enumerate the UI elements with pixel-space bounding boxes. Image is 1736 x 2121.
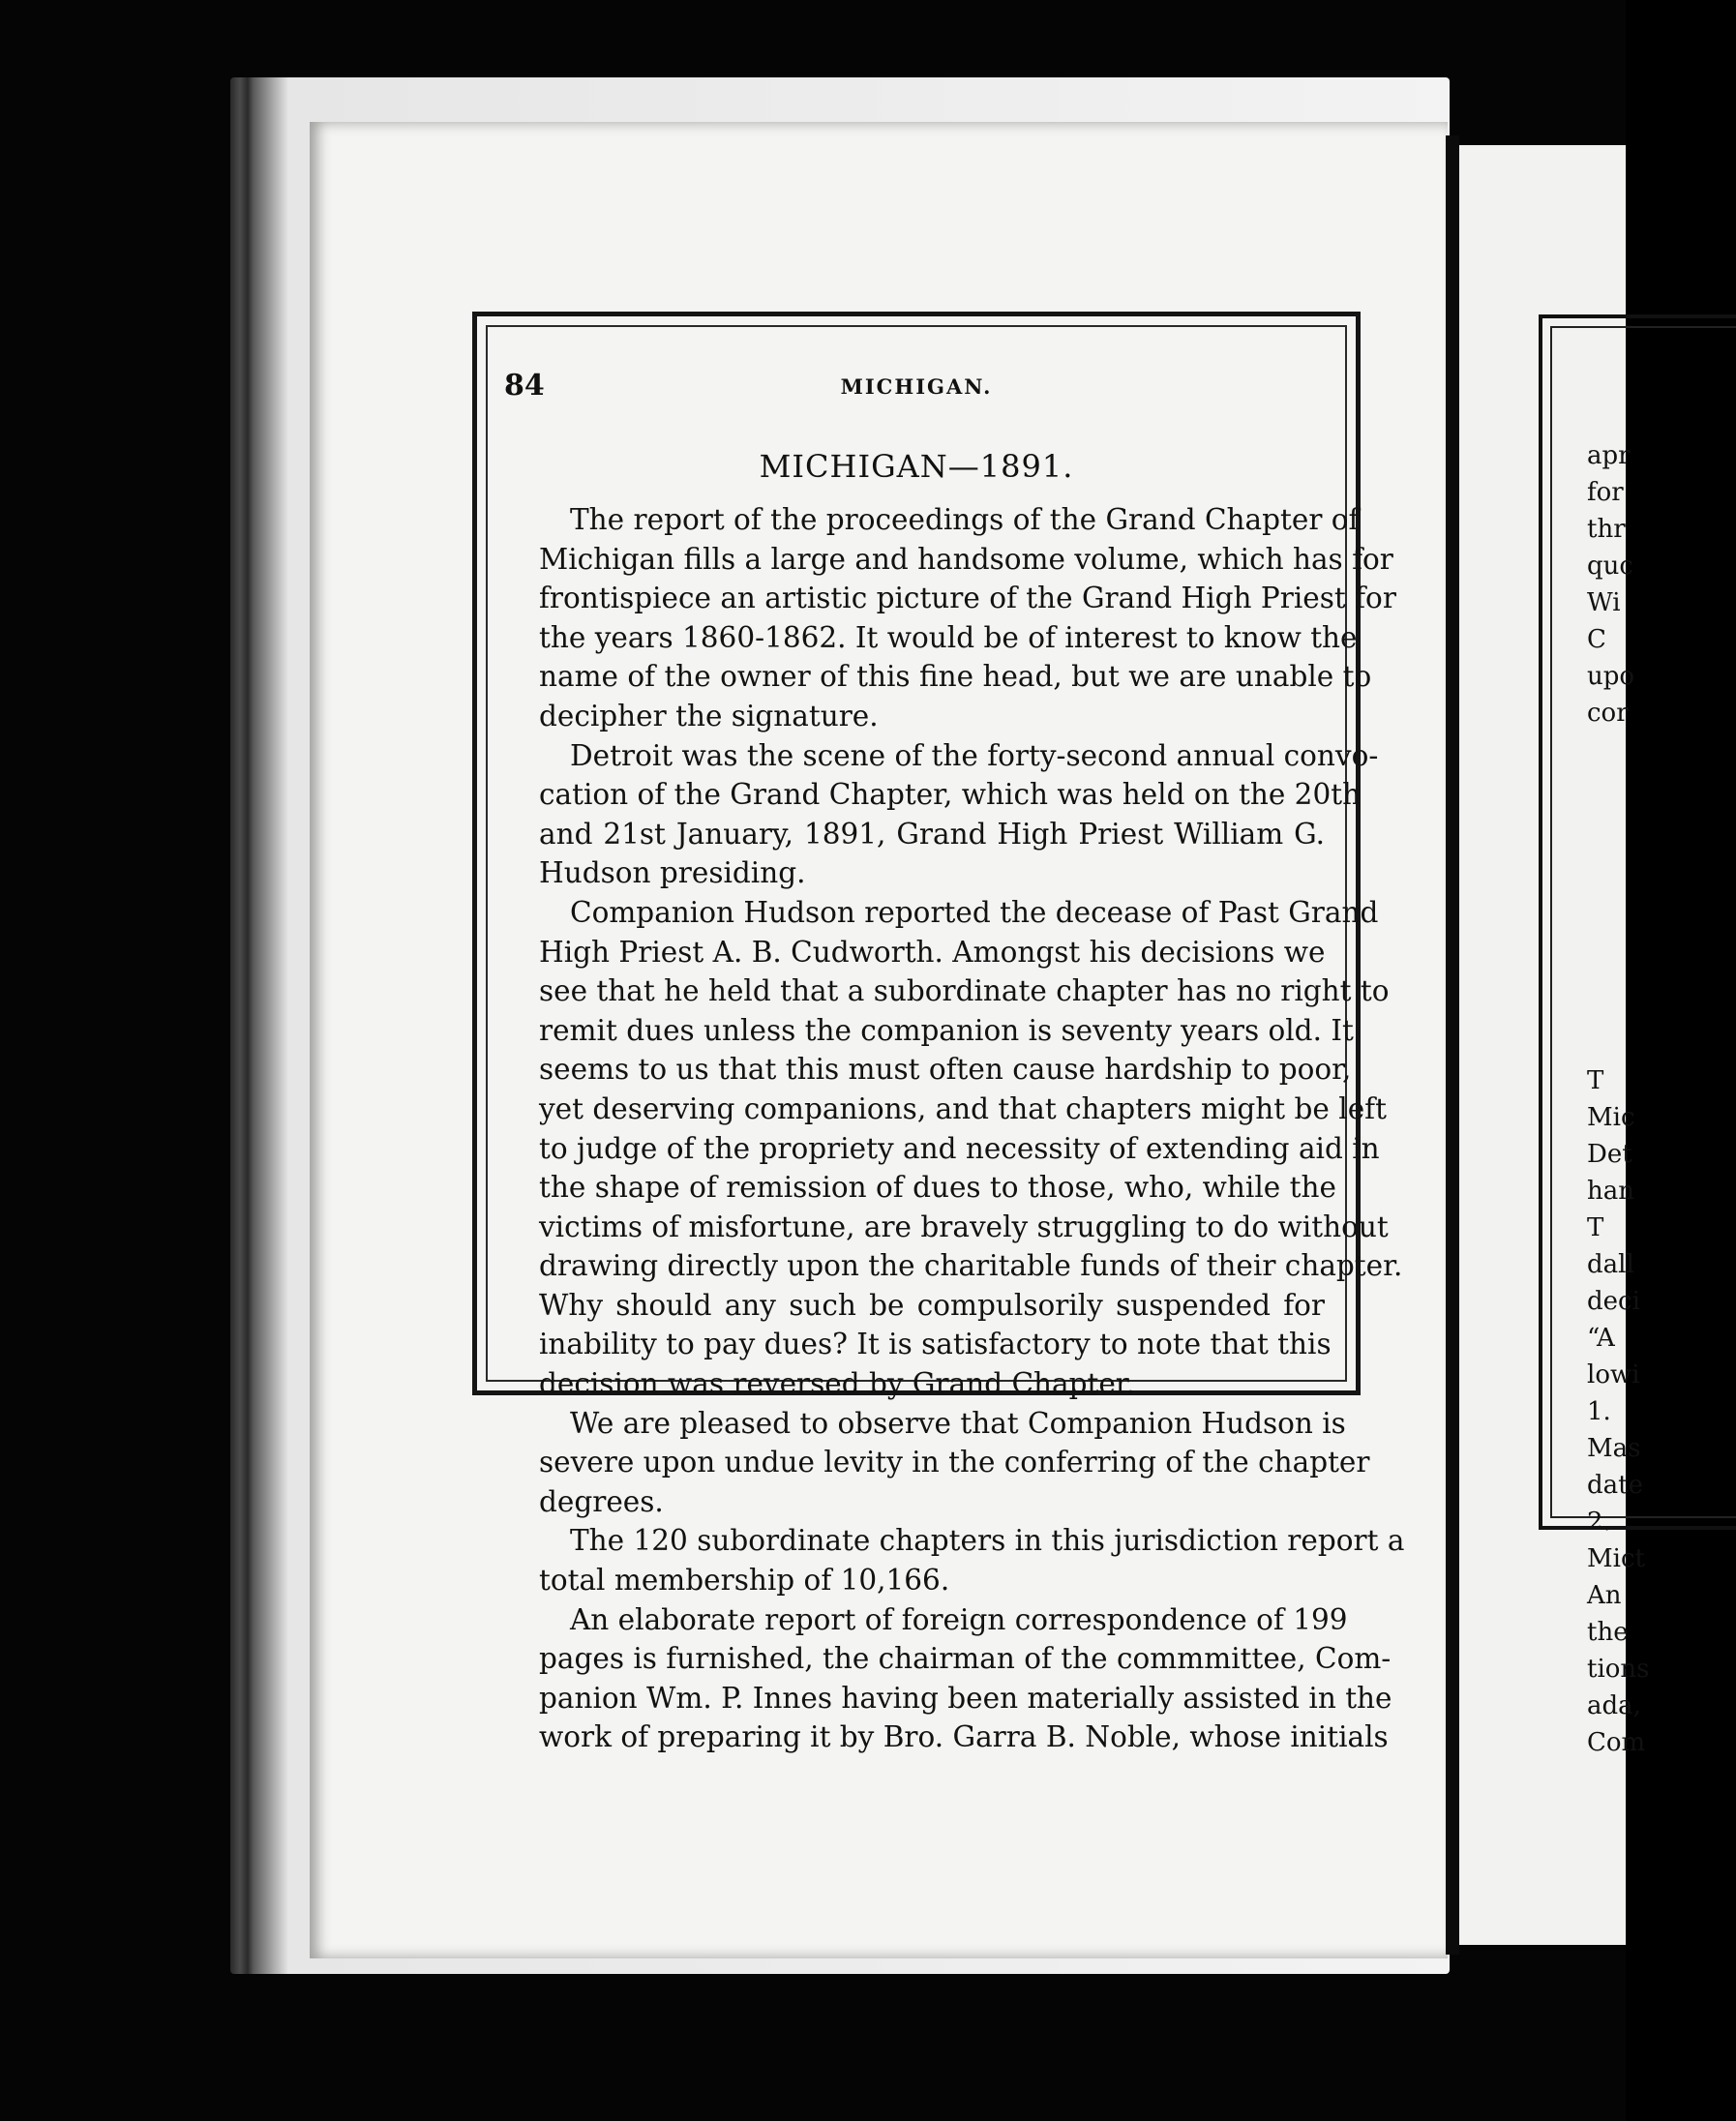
text-line: the years 1860-1862. It would be of interest to know the xyxy=(539,620,1358,654)
paragraph xyxy=(508,893,1403,1404)
facing-page-fragment: Mas xyxy=(1587,1434,1641,1463)
facing-page-fragment: Wi xyxy=(1587,588,1621,617)
text-line: panion Wm. P. Innes having been materially assisted in the xyxy=(539,1681,1392,1715)
paragraph xyxy=(508,736,1379,893)
text-line: Companion Hudson reported the decease of Past Grand xyxy=(570,895,1379,929)
text-line: inability to pay dues? It is satisfactory to note that this xyxy=(539,1328,1332,1361)
facing-page-fragment: T xyxy=(1587,1213,1604,1242)
facing-page-fragment xyxy=(1587,1026,1645,1062)
running-head xyxy=(504,369,1329,407)
text-line: victims of misfortune, are bravely struggling to do without xyxy=(539,1210,1389,1243)
paragraph xyxy=(508,1600,1392,1757)
text-line: decipher the signature. xyxy=(539,699,879,732)
facing-page-fragment: C xyxy=(1587,625,1606,654)
facing-page-fragment: 1. xyxy=(1587,1397,1611,1426)
text-line: work of preparing it by Bro. Garra B. Noble, whose initials xyxy=(539,1720,1389,1754)
body-text xyxy=(508,500,1405,1757)
facing-page xyxy=(1459,145,1650,1945)
text-line: The 120 subordinate chapters in this jurisdiction report a xyxy=(570,1524,1405,1558)
section-title: MICHIGAN—1891. xyxy=(759,448,1074,485)
paragraph xyxy=(508,1404,1370,1522)
book-gutter xyxy=(1446,135,1459,1955)
facing-page-fragment xyxy=(1587,879,1645,915)
text-line: name of the owner of this fine head, but we are unable to xyxy=(539,660,1372,694)
facing-page-fragment xyxy=(1587,842,1645,879)
text-line: An elaborate report of foreign correspondence of 199 xyxy=(570,1602,1348,1636)
text-line: degrees. xyxy=(539,1484,664,1518)
facing-page-fragment: for xyxy=(1587,478,1624,507)
facing-page-fragment: deci xyxy=(1587,1287,1640,1316)
facing-page-fragment xyxy=(1587,915,1645,952)
text-line: severe upon undue levity in the conferring of the chapter xyxy=(539,1446,1370,1479)
text-line: High Priest A. B. Cudworth. Amongst his decisions we xyxy=(539,935,1326,969)
facing-page-fragment xyxy=(1587,732,1645,768)
facing-page-fragment: apr xyxy=(1587,441,1631,470)
text-line: pages is furnished, the chairman of the commmittee, Com- xyxy=(539,1642,1392,1676)
text-line: total membership of 10,166. xyxy=(539,1564,950,1598)
facing-page-fragment xyxy=(1587,805,1645,842)
text-line: to judge of the propriety and necessity of extending aid in xyxy=(539,1131,1380,1165)
facing-page-fragment: upo xyxy=(1587,662,1635,691)
facing-page-fragment: cor xyxy=(1587,699,1629,728)
text-line: drawing directly upon the charitable funds of their chapter. xyxy=(539,1249,1403,1283)
facing-page-fragment xyxy=(1587,989,1645,1026)
facing-page-fragment: Mic xyxy=(1587,1103,1635,1132)
facing-page-fragment: dall xyxy=(1587,1250,1634,1279)
facing-page-fragment: date xyxy=(1587,1471,1643,1500)
text-line: decision was reversed by Grand Chapter. xyxy=(539,1367,1136,1401)
facing-page-fragment: T xyxy=(1587,1066,1604,1095)
facing-page-fragment xyxy=(1587,952,1645,989)
text-line: cation of the Grand Chapter, which was held on the 20th xyxy=(539,778,1362,812)
text-line: Detroit was the scene of the forty-second annual convo- xyxy=(570,738,1379,772)
facing-page-fragment: “A xyxy=(1587,1324,1615,1353)
facing-page-fragment: 2. xyxy=(1587,1508,1611,1537)
text-line: the shape of remission of dues to those, who, while the xyxy=(539,1171,1336,1205)
text-line: see that he held that a subordinate chapter has no right to xyxy=(539,974,1390,1008)
facing-page-fragment: lowi xyxy=(1587,1360,1640,1389)
text-line: seems to us that this must often cause hardship to poor, xyxy=(539,1053,1352,1087)
facing-page-fragment xyxy=(1587,768,1645,805)
facing-page-fragment: Mict xyxy=(1587,1544,1645,1573)
facing-page-fragment: Com xyxy=(1587,1728,1646,1757)
page-number: 84 xyxy=(504,369,545,403)
facing-page-fragment: the xyxy=(1587,1618,1629,1647)
left-page xyxy=(310,122,1448,1958)
paragraph xyxy=(508,500,1396,736)
text-line: We are pleased to observe that Companion Hudson is xyxy=(570,1406,1346,1440)
text-line: frontispiece an artistic picture of the Grand High Priest for xyxy=(539,582,1396,615)
text-line: Why should any such be compulsorily suspended for xyxy=(539,1288,1325,1322)
facing-page-text xyxy=(1587,437,1650,1761)
facing-page-fragment: thr xyxy=(1587,515,1626,544)
facing-page-fragment: ada, xyxy=(1587,1691,1641,1720)
facing-page-fragment: Det xyxy=(1587,1140,1632,1169)
running-title: MICHIGAN. xyxy=(840,374,993,399)
facing-page-fragment: han xyxy=(1587,1177,1634,1206)
text-line: and 21st January, 1891, Grand High Priest William G. xyxy=(539,817,1325,851)
paragraph xyxy=(508,1521,1405,1599)
text-frame xyxy=(472,312,1405,1754)
facing-page-fragment: An xyxy=(1587,1581,1622,1610)
text-line: Michigan fills a large and handsome volume, which has for xyxy=(539,542,1393,576)
text-line: yet deserving companions, and that chapters might be left xyxy=(539,1091,1387,1125)
text-line: The report of the proceedings of the Grand Chapter of xyxy=(570,503,1360,536)
facing-page-fragment: quc xyxy=(1587,552,1633,581)
text-line: remit dues unless the companion is seventy years old. It xyxy=(539,1013,1354,1047)
facing-page-fragment: tions xyxy=(1587,1655,1650,1684)
text-line: Hudson presiding. xyxy=(539,856,806,890)
